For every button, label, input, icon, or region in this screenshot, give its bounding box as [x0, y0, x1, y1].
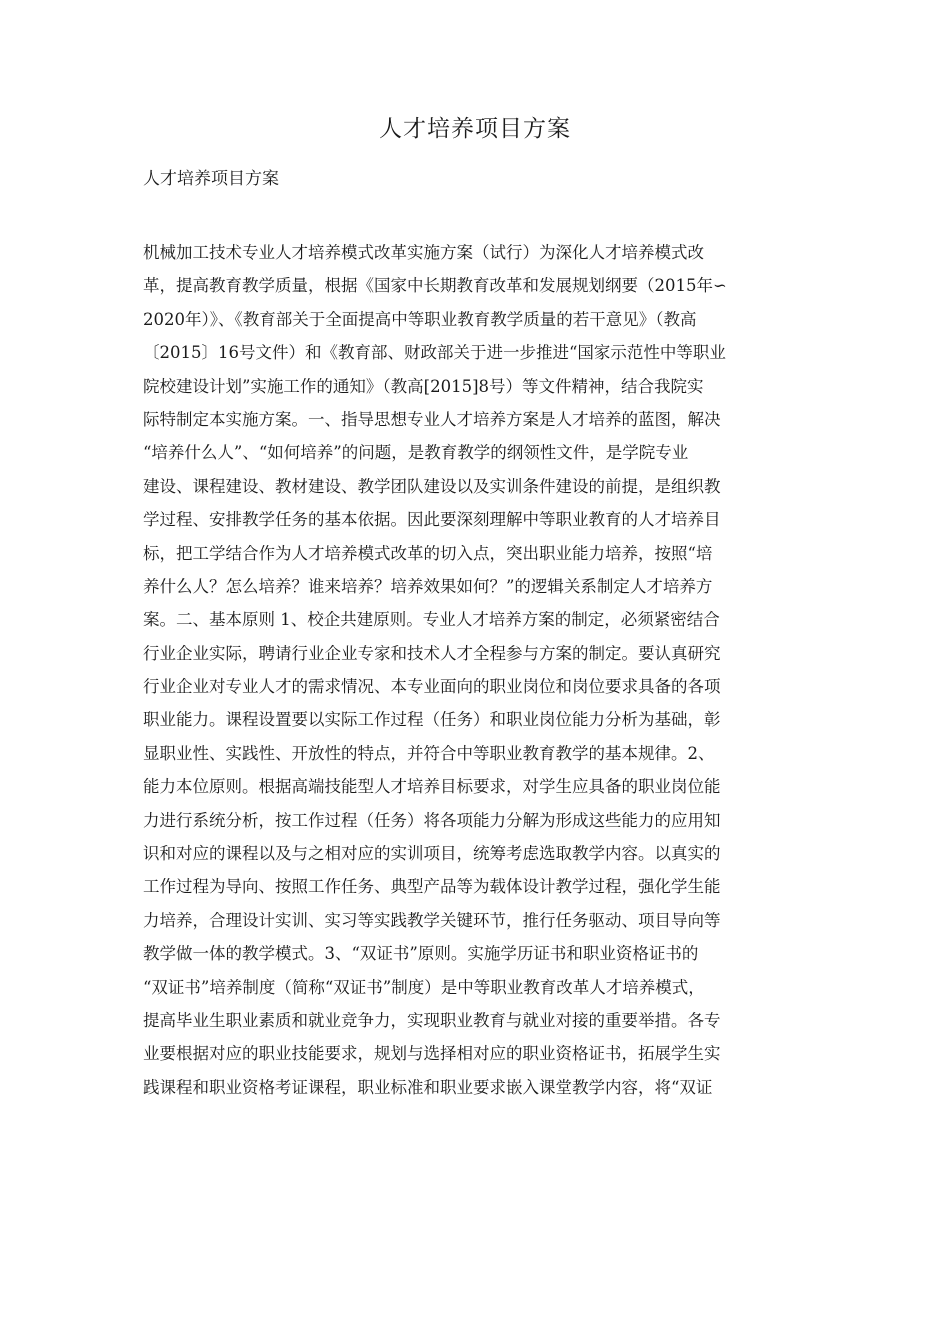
body-text-line: 教学做一体的教学模式。3、“双证书”原则。实施学历证书和职业资格证书的 — [143, 944, 699, 964]
body-text-line: 行业企业实际，聘请行业企业专家和技术人才全程参与方案的制定。要认真研究 — [143, 643, 721, 663]
body-text-line: 工作过程为导向、按照工作任务、典型产品等为载体设计教学过程，强化学生能 — [143, 877, 721, 897]
body-text-line: 养什么人？怎么培养？谁来培养？培养效果如何？”的逻辑关系制定人才培养方 — [143, 576, 713, 596]
body-text-line: 践课程和职业资格考证课程，职业标准和职业要求嵌入课堂教学内容，将“双证 — [143, 1077, 713, 1097]
body-text-line: 革，提高教育教学质量，根据《国家中长期教育改革和发展规划纲要（2015年∽ — [143, 276, 727, 296]
body-text-line: “双证书”培养制度（简称“双证书”制度）是中等职业教育改革人才培养模式， — [143, 977, 705, 997]
body-text-line: 学过程、安排教学任务的基本依据。因此要深刻理解中等职业教育的人才培养目 — [143, 510, 721, 530]
body-text-line: 力培养，合理设计实训、实习等实践教学关键环节，推行任务驱动、项目导向等 — [143, 910, 721, 930]
body-text-line: 提高毕业生职业素质和就业竞争力，实现职业教育与就业对接的重要举措。各专 — [143, 1010, 721, 1030]
body-text-line: 机械加工技术专业人才培养模式改革实施方案（试行）为深化人才培养模式改 — [143, 243, 704, 262]
body-text-line: 业要根据对应的职业技能要求，规划与选择相对应的职业资格证书，拓展学生实 — [143, 1044, 721, 1064]
body-text-line: 标，把工学结合作为人才培养模式改革的切入点，突出职业能力培养，按照“培 — [143, 543, 713, 563]
document-title: 人才培养项目方案 — [379, 116, 571, 142]
body-text-line: 职业能力。课程设置要以实际工作过程（任务）和职业岗位能力分析为基础，彰 — [143, 710, 721, 730]
body-text-line: “培养什么人”、“如何培养”的问题，是教育教学的纲领性文件，是学院专业 — [143, 443, 689, 463]
body-text-line: 〔2015〕16号文件）和《教育部、财政部关于进一步推进“国家示范性中等职业 — [143, 343, 726, 363]
body-text-line: 际特制定本实施方案。一、指导思想专业人才培养方案是人才培养的蓝图，解决 — [143, 409, 721, 429]
body-text-line: 院校建设计划”实施工作的通知》（教高[2015]8号）等文件精神，结合我院实 — [143, 376, 704, 396]
body-text-line: 建设、课程建设、教材建设、教学团队建设以及实训条件建设的前提，是组织教 — [143, 476, 721, 496]
document-subtitle: 人才培养项目方案 — [143, 169, 279, 189]
body-text-line: 行业企业对专业人才的需求情况、本专业面向的职业岗位和岗位要求具备的各项 — [143, 677, 721, 697]
body-text-line: 识和对应的课程以及与之相对应的实训项目，统筹考虑选取教学内容。以真实的 — [143, 844, 721, 864]
document-body — [143, 236, 827, 1104]
body-text-line: 2020年）》、《教育部关于全面提高中等职业教育教学质量的若干意见》（教高 — [143, 309, 697, 329]
body-text-line: 力进行系统分析，按工作过程（任务）将各项能力分解为形成这些能力的应用知 — [143, 810, 721, 830]
body-text-line: 能力本位原则。根据高端技能型人才培养目标要求，对学生应具备的职业岗位能 — [143, 777, 721, 797]
body-text-line: 显职业性、实践性、开放性的特点，并符合中等职业教育教学的基本规律。2、 — [143, 743, 715, 763]
body-text-line: 案。二、基本原则 1、校企共建原则。专业人才培养方案的制定，必须紧密结合 — [143, 610, 720, 630]
